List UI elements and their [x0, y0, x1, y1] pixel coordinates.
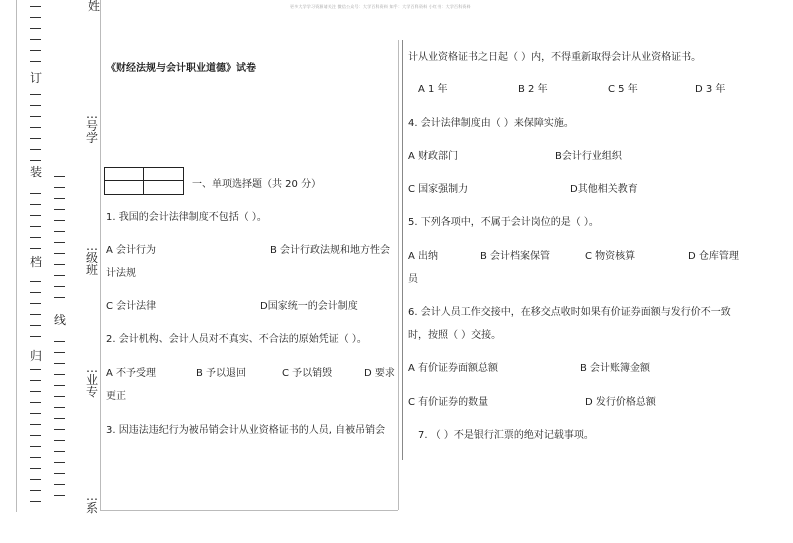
label-name: 姓: [88, 0, 101, 13]
binding-dash: [30, 435, 41, 436]
binding-dash: [30, 50, 41, 51]
section-title: 一、单项选择题（共 20 分）: [192, 179, 322, 190]
page-header-text: 更多大学学习资源请关注 微信公众号：大学百科资料 知乎：大学百科资料 小红书：大学百科资料: [290, 4, 471, 9]
binding-dash: [54, 275, 65, 276]
q5-option-b: B 会计档案保管: [480, 251, 551, 262]
q4-option-c: C 国家强制力: [408, 184, 469, 195]
binding-dash: [54, 198, 65, 199]
q2-option-d-cont: 更正: [106, 391, 126, 402]
binding-dash: [30, 446, 41, 447]
q4-option-a: A 财政部门: [408, 151, 459, 162]
binding-dash: [30, 237, 41, 238]
q3-option-d: D 3 年: [695, 84, 726, 95]
score-table: [104, 167, 184, 195]
binding-dash: [30, 490, 41, 491]
binding-dash: [30, 215, 41, 216]
binding-dash: [30, 138, 41, 139]
question-3: 3. 因违法违纪行为被吊销会计从业资格证书的人员, 自被吊销会: [106, 425, 386, 436]
binding-dash: [54, 341, 65, 342]
binding-dash: [54, 286, 65, 287]
q3-option-a: A 1 年: [418, 84, 448, 95]
q2-option-b: B 予以退回: [196, 368, 247, 379]
binding-dash: [30, 17, 41, 18]
question-6: 6. 会计人员工作交接中，在移交点收时如果有价证券面额与发行价不一致: [408, 307, 731, 318]
binding-dash: [30, 94, 41, 95]
binding-dash: [30, 402, 41, 403]
binding-dash: [30, 160, 41, 161]
binding-dash: [54, 484, 65, 485]
q3-option-b: B 2 年: [518, 84, 548, 95]
q6-option-b: B 会计账簿金额: [580, 363, 651, 374]
binding-dash: [30, 501, 41, 502]
binding-dash: [30, 336, 41, 337]
binding-dash: [54, 396, 65, 397]
binding-dash: [30, 28, 41, 29]
binding-dash: [30, 116, 41, 117]
q6-option-a: A 有价证券面额总额: [408, 363, 499, 374]
binding-dash: [30, 391, 41, 392]
q6-option-c: C 有价证券的数量: [408, 397, 489, 408]
binding-dash: [30, 105, 41, 106]
binding-dash: [30, 292, 41, 293]
center-divider: [398, 40, 399, 510]
binding-dash: [30, 226, 41, 227]
binding-dash: [54, 429, 65, 430]
q2-option-a: A 不予受理: [106, 368, 157, 379]
question-6-cont: 时，按照（ ）交接。: [408, 330, 502, 341]
label-major: …业专: [86, 361, 99, 399]
binding-dash: [30, 204, 41, 205]
q6-option-d: D 发行价格总额: [585, 397, 656, 408]
binding-dash: [54, 473, 65, 474]
binding-dash: [30, 39, 41, 40]
binding-dash: [30, 457, 41, 458]
binding-dash: [54, 176, 65, 177]
binding-dash: [30, 314, 41, 315]
left-margin-rule: [16, 0, 17, 512]
question-5: 5. 下列各项中，不属于会计岗位的是（ ）。: [408, 217, 599, 228]
binding-dash: [54, 495, 65, 496]
q1-option-b-cont: 计法规: [106, 268, 136, 279]
q1-option-c: C 会计法律: [106, 301, 157, 312]
binding-dash: [30, 303, 41, 304]
binding-dash: [54, 352, 65, 353]
q1-option-b: B 会计行政法规和地方性会: [270, 245, 391, 256]
binding-char-2: 装: [30, 165, 43, 179]
question-1: 1. 我国的会计法律制度不包括（ ）。: [106, 212, 267, 223]
q1-option-d: D国家统一的会计制度: [260, 301, 358, 312]
q2-option-d: D 要求: [364, 368, 395, 379]
binding-dash: [30, 193, 41, 194]
bottom-rule: [100, 510, 398, 511]
binding-dash: [30, 369, 41, 370]
q2-option-c: C 予以销毁: [282, 368, 333, 379]
binding-dash: [54, 407, 65, 408]
binding-dash: [54, 297, 65, 298]
q5-option-d: D 仓库管理: [688, 251, 739, 262]
binding-dash: [30, 127, 41, 128]
q4-option-d: D其他相关教育: [570, 184, 638, 195]
binding-dash: [30, 424, 41, 425]
label-department: …系: [86, 489, 99, 515]
binding-dash-inner: [54, 0, 66, 510]
q5-option-a: A 出纳: [408, 251, 439, 262]
binding-dash: [30, 61, 41, 62]
center-divider-2: [402, 40, 403, 460]
binding-dash: [54, 253, 65, 254]
binding-dash: [54, 440, 65, 441]
binding-dash: [54, 264, 65, 265]
q4-option-b: B会计行业组织: [555, 151, 622, 162]
binding-dash: [30, 149, 41, 150]
binding-dash: [54, 374, 65, 375]
q5-option-c: C 物资核算: [585, 251, 636, 262]
binding-dash: [30, 380, 41, 381]
question-7: 7. （ ）不是银行汇票的绝对记载事项。: [418, 430, 594, 441]
info-column-rule: [100, 0, 101, 510]
question-2: 2. 会计机构、会计人员对不真实、不合法的原始凭证（ ）。: [106, 334, 367, 345]
binding-dash: [54, 220, 65, 221]
binding-dash: [54, 363, 65, 364]
binding-dash: [54, 209, 65, 210]
binding-dash: [30, 248, 41, 249]
label-line: 线: [54, 313, 67, 327]
binding-dash: [30, 413, 41, 414]
binding-char-4: 归: [30, 349, 43, 363]
binding-dash: [54, 385, 65, 386]
binding-dash: [30, 281, 41, 282]
q1-option-a: A 会计行为: [106, 245, 157, 256]
binding-dash: [30, 325, 41, 326]
binding-dash: [54, 462, 65, 463]
binding-char-1: 订: [30, 71, 43, 85]
binding-dash: [30, 468, 41, 469]
binding-dash: [54, 451, 65, 452]
q5-option-d-cont: 员: [408, 274, 418, 285]
label-student-id: …号学: [86, 107, 99, 145]
exam-title: 《财经法规与会计职业道德》试卷: [106, 63, 256, 74]
binding-dash: [54, 418, 65, 419]
binding-dash: [54, 242, 65, 243]
question-3-cont: 计从业资格证书之日起（ ）内，不得重新取得会计从业资格证书。: [408, 52, 702, 63]
binding-dash: [54, 231, 65, 232]
binding-dash: [54, 187, 65, 188]
binding-dash: [30, 479, 41, 480]
q3-option-c: C 5 年: [608, 84, 638, 95]
label-class: …级班: [86, 239, 99, 277]
binding-dash: [30, 6, 41, 7]
question-4: 4. 会计法律制度由（ ）来保障实施。: [408, 118, 574, 129]
binding-char-3: 档: [30, 255, 43, 269]
